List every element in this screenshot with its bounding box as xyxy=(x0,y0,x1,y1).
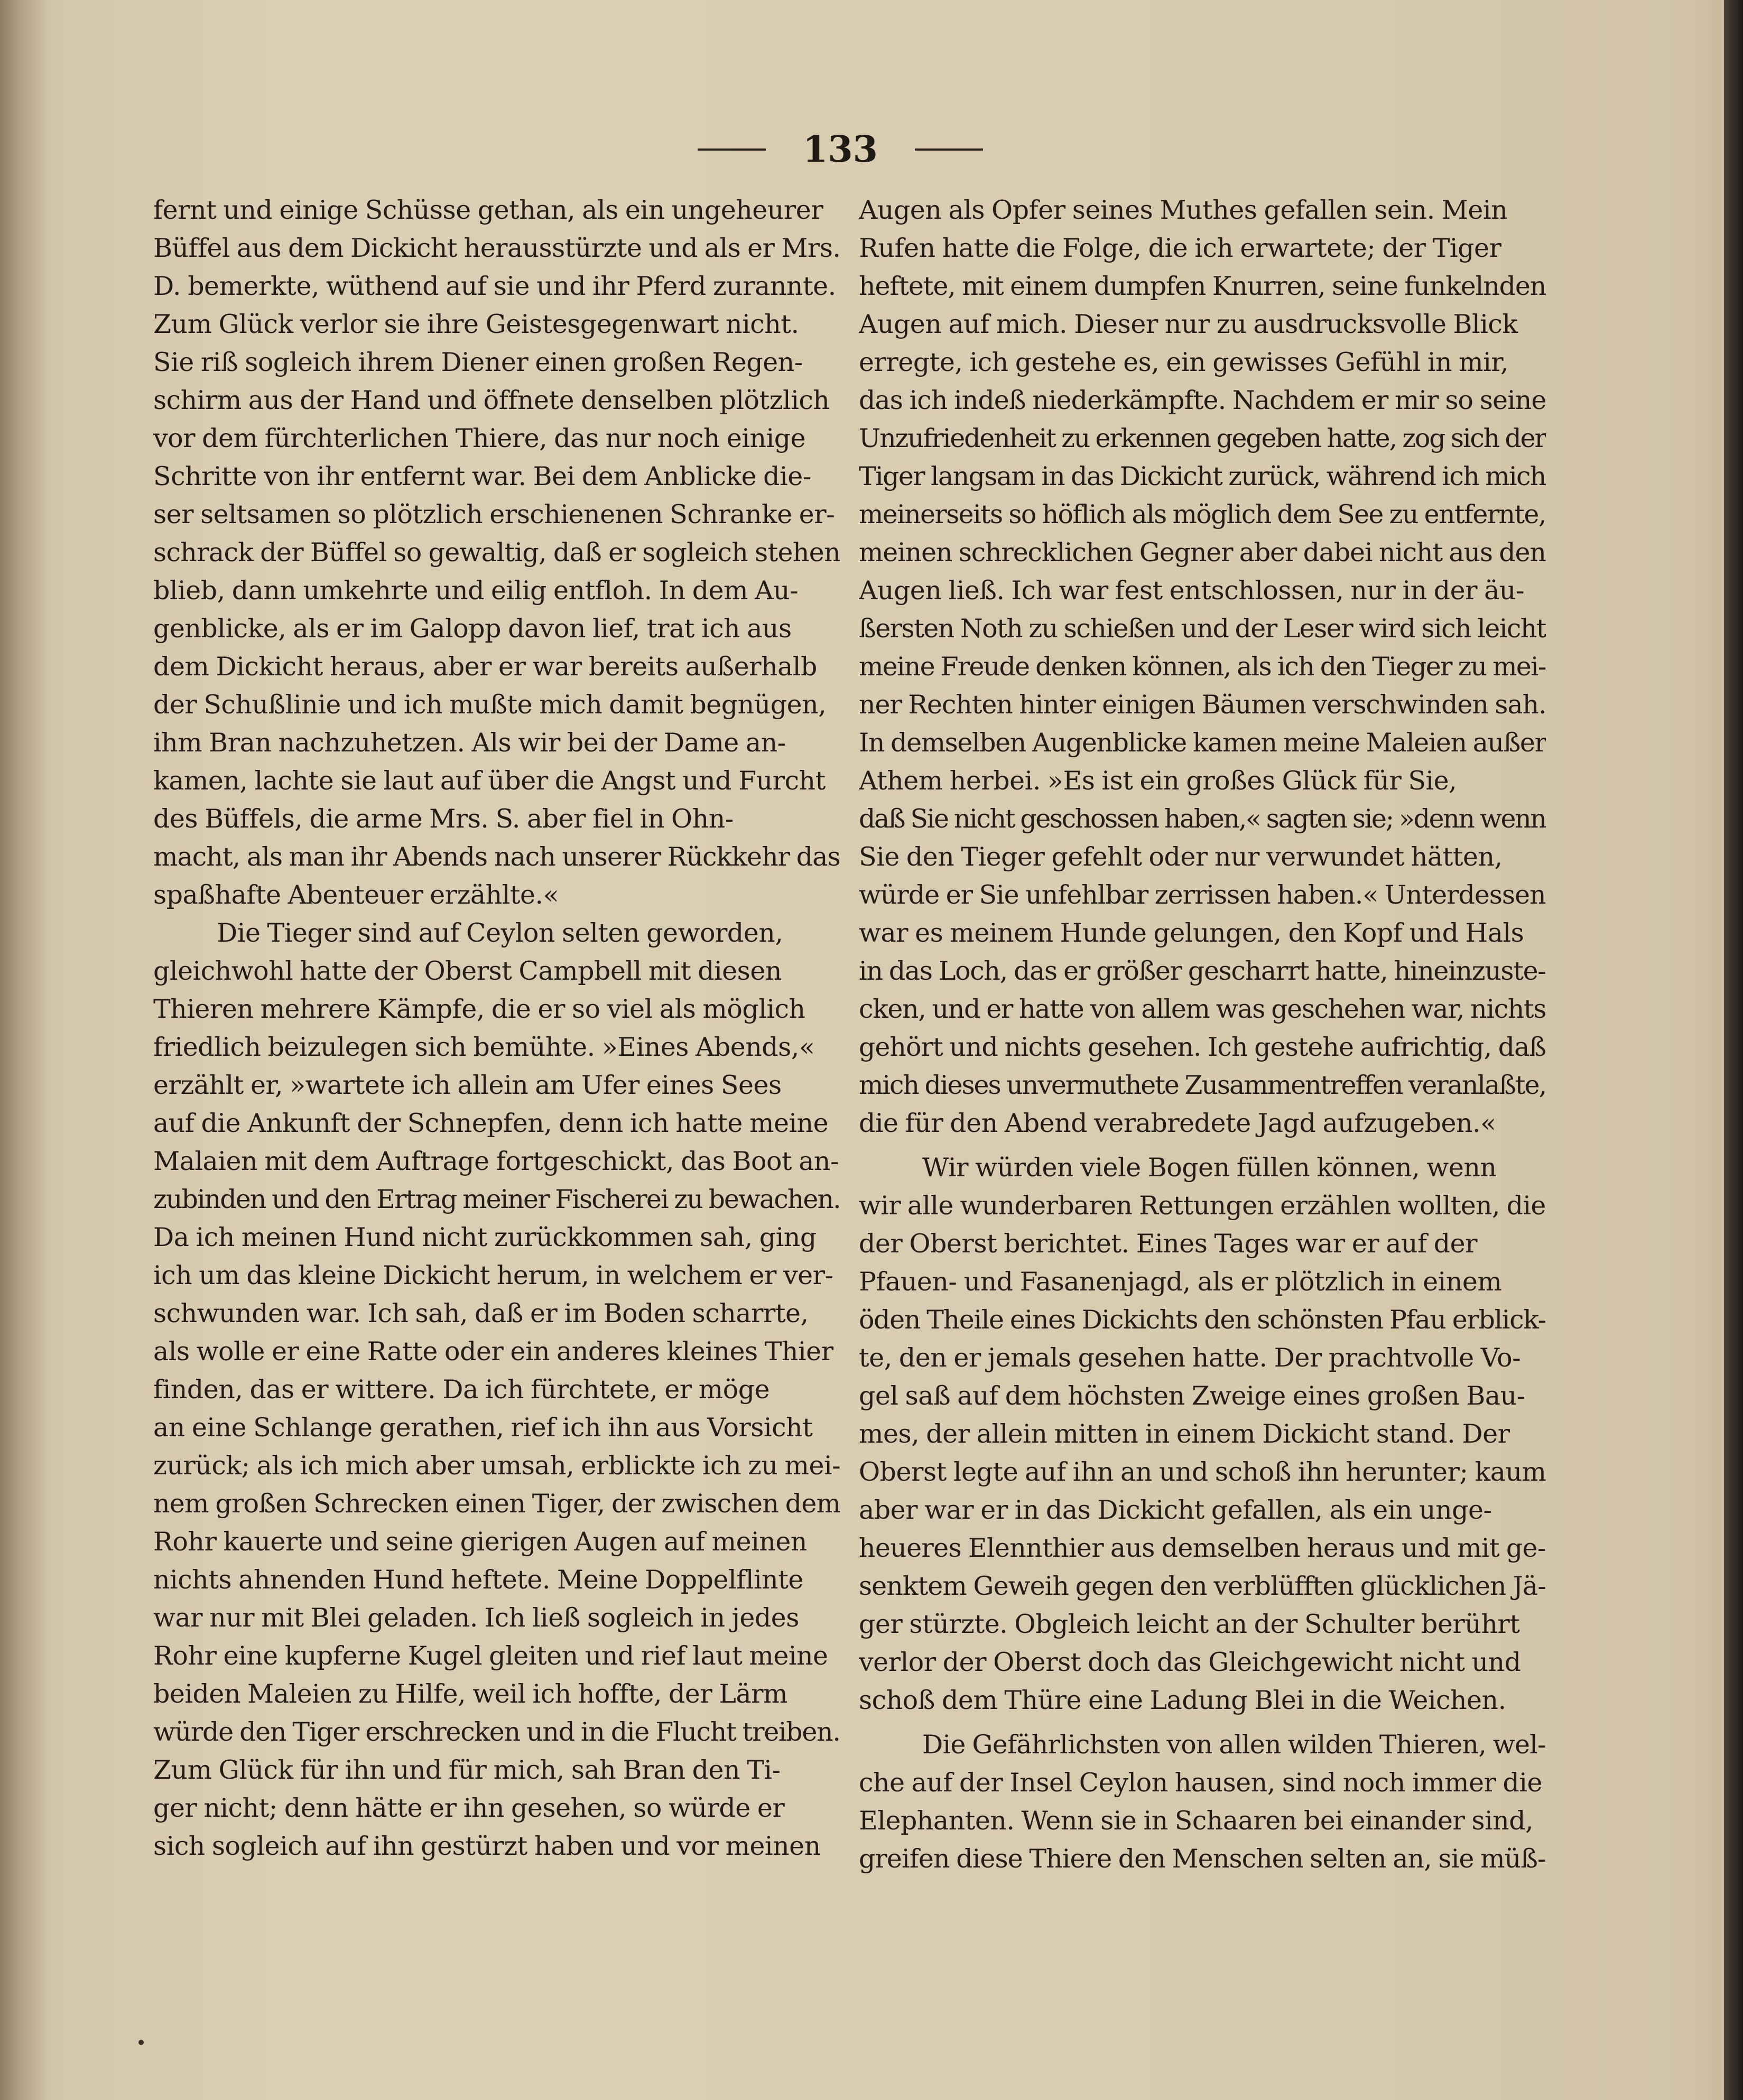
text-line: meine Freude denken können, als ich den Tieger zu mei- xyxy=(859,652,1546,682)
text-line: Die Gefährlichsten von allen wilden Thieren, wel- xyxy=(922,1730,1546,1760)
text-line: Da ich meinen Hund nicht zurückkommen sah, ging xyxy=(153,1222,817,1252)
text-line: die für den Abend verabredete Jagd aufzugeben.« xyxy=(859,1108,1496,1138)
text-line: Augen ließ. Ich war fest entschlossen, nur in der äu- xyxy=(859,575,1524,606)
text-line: D. bemerkte, wüthend auf sie und ihr Pferd zurannte. xyxy=(153,271,836,301)
text-line: meinerseits so höflich als möglich dem See zu entfernte, xyxy=(859,499,1546,529)
text-line: ich um das kleine Dickicht herum, in welchem er ver- xyxy=(153,1260,833,1290)
text-line: fernt und einige Schüsse gethan, als ein ungeheurer xyxy=(153,195,823,225)
text-line: ner Rechten hinter einigen Bäumen verschwinden sah. xyxy=(859,690,1546,720)
text-line: che auf der Insel Ceylon hausen, sind noch immer die xyxy=(859,1768,1542,1798)
text-line: nem großen Schrecken einen Tiger, der zwischen dem xyxy=(153,1489,840,1519)
text-line: finden, das er wittere. Da ich fürchtete, er möge xyxy=(153,1374,770,1405)
text-line: kamen, lachte sie laut auf über die Angst und Furcht xyxy=(153,766,826,796)
text-line: senktem Geweih gegen den verblüfften glücklichen Jä- xyxy=(859,1571,1546,1601)
text-line: ßersten Noth zu schießen und der Leser wird sich leicht xyxy=(859,614,1546,644)
text-line: Augen auf mich. Dieser nur zu ausdrucksvolle Blick xyxy=(859,309,1518,339)
text-line: Wir würden viele Bogen füllen können, wenn xyxy=(922,1153,1497,1183)
text-line: blieb, dann umkehrte und eilig entfloh. In dem Au- xyxy=(153,575,799,606)
text-line: te, den er jemals gesehen hatte. Der prachtvolle Vo- xyxy=(859,1343,1521,1373)
text-line: zurück; als ich mich aber umsah, erblickte ich zu mei- xyxy=(153,1451,840,1481)
text-line: Rohr eine kupferne Kugel gleiten und rief laut meine xyxy=(153,1641,828,1671)
text-line: sich sogleich auf ihn gestürzt haben und vor meinen xyxy=(153,1831,821,1861)
text-line: heueres Elennthier aus demselben heraus und mit ge- xyxy=(859,1533,1546,1563)
text-line: gleichwohl hatte der Oberst Campbell mit diesen xyxy=(153,956,782,986)
text-line: schirm aus der Hand und öffnete denselben plötzlich xyxy=(153,385,830,415)
text-line: mes, der allein mitten in einem Dickicht stand. Der xyxy=(859,1419,1510,1449)
text-line: Zum Glück für ihn und für mich, sah Bran den Ti- xyxy=(153,1755,781,1785)
text-line: Thieren mehrere Kämpfe, die er so viel als möglich xyxy=(153,994,805,1024)
text-line: schwunden war. Ich sah, daß er im Boden scharrte, xyxy=(153,1298,809,1328)
text-line: auf die Ankunft der Schnepfen, denn ich hatte meine xyxy=(153,1108,829,1138)
text-line: vor dem fürchterlichen Thiere, das nur noch einige xyxy=(153,423,806,453)
text-line: war nur mit Blei geladen. Ich ließ sogleich in jedes xyxy=(153,1603,799,1633)
text-line: als wolle er eine Ratte oder ein anderes kleines Thier xyxy=(153,1336,833,1367)
text-line: beiden Maleien zu Hilfe, weil ich hoffte, der Lärm xyxy=(153,1679,787,1709)
left-text-column xyxy=(153,191,840,1865)
text-line: cken, und er hatte von allem was geschehen war, nichts xyxy=(859,994,1546,1024)
text-line: spaßhafte Abenteuer erzählte.« xyxy=(153,880,559,910)
page-edge-shadow xyxy=(1724,0,1743,2100)
text-line: in das Loch, das er größer gescharrt hatte, hineinzuste- xyxy=(859,956,1546,986)
text-line: öden Theile eines Dickichts den schönsten Pfau erblick- xyxy=(859,1305,1546,1335)
text-line: Büffel aus dem Dickicht herausstürzte und als er Mrs. xyxy=(153,233,840,263)
right-text-column xyxy=(859,191,1546,1878)
text-line: das ich indeß niederkämpfte. Nachdem er mir so seine xyxy=(859,385,1546,415)
text-line: gel saß auf dem höchsten Zweige eines großen Bau- xyxy=(859,1381,1525,1411)
text-line: zubinden und den Ertrag meiner Fischerei zu bewachen. xyxy=(153,1184,840,1214)
text-line: Elephanten. Wenn sie in Schaaren bei einander sind, xyxy=(859,1806,1534,1836)
header-rule-left xyxy=(698,148,766,151)
text-line: friedlich beizulegen sich bemühte. »Eines Abends,« xyxy=(153,1032,815,1062)
text-line: Pfauen- und Fasanenjagd, als er plötzlich in einem xyxy=(859,1267,1502,1297)
text-line: mich dieses unvermuthete Zusammentreffen veranlaßte, xyxy=(859,1070,1546,1100)
text-line: schoß dem Thüre eine Ladung Blei in die Weichen. xyxy=(859,1685,1506,1715)
text-line: ser seltsamen so plötzlich erschienenen Schranke er- xyxy=(153,499,835,529)
text-line: macht, als man ihr Abends nach unserer Rückkehr das xyxy=(153,842,840,872)
text-line: Rufen hatte die Folge, die ich erwartete; der Tiger xyxy=(859,233,1501,263)
text-line: Malaien mit dem Auftrage fortgeschickt, das Boot an- xyxy=(153,1146,839,1176)
text-line: erregte, ich gestehe es, ein gewisses Gefühl in mir, xyxy=(859,347,1508,377)
page-number: 133 xyxy=(803,128,878,171)
text-line: dem Dickicht heraus, aber er war bereits außerhalb xyxy=(153,652,817,682)
text-line: Augen als Opfer seines Muthes gefallen sein. Mein xyxy=(859,195,1508,225)
text-line: Tiger langsam in das Dickicht zurück, während ich mich xyxy=(859,461,1546,491)
text-line: meinen schrecklichen Gegner aber dabei nicht aus den xyxy=(859,537,1546,568)
text-line: der Schußlinie und ich mußte mich damit begnügen, xyxy=(153,690,827,720)
text-line: des Büffels, die arme Mrs. S. aber fiel in Ohn- xyxy=(153,804,734,834)
spine-shadow xyxy=(0,0,48,2100)
text-line: In demselben Augenblicke kamen meine Maleien außer xyxy=(859,728,1546,758)
text-line: Athem herbei. »Es ist ein großes Glück für Sie, xyxy=(859,766,1457,796)
header-rule-right xyxy=(915,148,983,151)
text-line: würde er Sie unfehlbar zerrissen haben.« Unterdessen xyxy=(859,880,1546,910)
text-line: würde den Tiger erschrecken und in die Flucht treiben. xyxy=(153,1717,840,1747)
text-line: an eine Schlange gerathen, rief ich ihn aus Vorsicht xyxy=(153,1413,813,1443)
text-line: genblicke, als er im Galopp davon lief, trat ich aus xyxy=(153,614,792,644)
text-line: nichts ahnenden Hund heftete. Meine Doppelflinte xyxy=(153,1565,803,1595)
text-line: ger nicht; denn hätte er ihn gesehen, so würde er xyxy=(153,1793,785,1823)
text-line: Sie riß sogleich ihrem Diener einen großen Regen- xyxy=(153,347,803,377)
text-line: erzählt er, »wartete ich allein am Ufer eines Sees xyxy=(153,1070,782,1100)
text-line: Zum Glück verlor sie ihre Geistesgegenwart nicht. xyxy=(153,309,799,339)
text-line: schrack der Büffel so gewaltig, daß er sogleich stehen xyxy=(153,537,840,568)
text-line: Sie den Tieger gefehlt oder nur verwundet hätten, xyxy=(859,842,1503,872)
text-line: gehört und nichts gesehen. Ich gestehe aufrichtig, daß xyxy=(859,1032,1546,1062)
text-line: verlor der Oberst doch das Gleichgewicht nicht und xyxy=(859,1647,1521,1677)
text-line: heftete, mit einem dumpfen Knurren, seine funkelnden xyxy=(859,271,1546,301)
text-line: ger stürzte. Obgleich leicht an der Schulter berührt xyxy=(859,1609,1520,1639)
text-line: war es meinem Hunde gelungen, den Kopf und Hals xyxy=(859,918,1524,948)
text-line: wir alle wunderbaren Rettungen erzählen wollten, die xyxy=(859,1191,1546,1221)
text-line: greifen diese Thiere den Menschen selten an, sie müß- xyxy=(859,1844,1546,1874)
text-line: der Oberst berichtet. Eines Tages war er auf der xyxy=(859,1229,1478,1259)
text-line: daß Sie nicht geschossen haben,« sagten sie; »denn wenn xyxy=(859,804,1546,834)
text-line: Die Tieger sind auf Ceylon selten geworden, xyxy=(217,918,783,948)
page-header xyxy=(698,120,983,179)
ink-dot xyxy=(138,2040,144,2045)
text-line: Rohr kauerte und seine gierigen Augen auf meinen xyxy=(153,1527,807,1557)
text-line: ihm Bran nachzuhetzen. Als wir bei der Dame an- xyxy=(153,728,786,758)
text-line: aber war er in das Dickicht gefallen, als ein unge- xyxy=(859,1495,1492,1525)
text-line: Oberst legte auf ihn an und schoß ihn herunter; kaum xyxy=(859,1457,1546,1487)
text-line: Unzufriedenheit zu erkennen gegeben hatte, zog sich der xyxy=(859,423,1546,453)
text-line: Schritte von ihr entfernt war. Bei dem Anblicke die- xyxy=(153,461,811,491)
